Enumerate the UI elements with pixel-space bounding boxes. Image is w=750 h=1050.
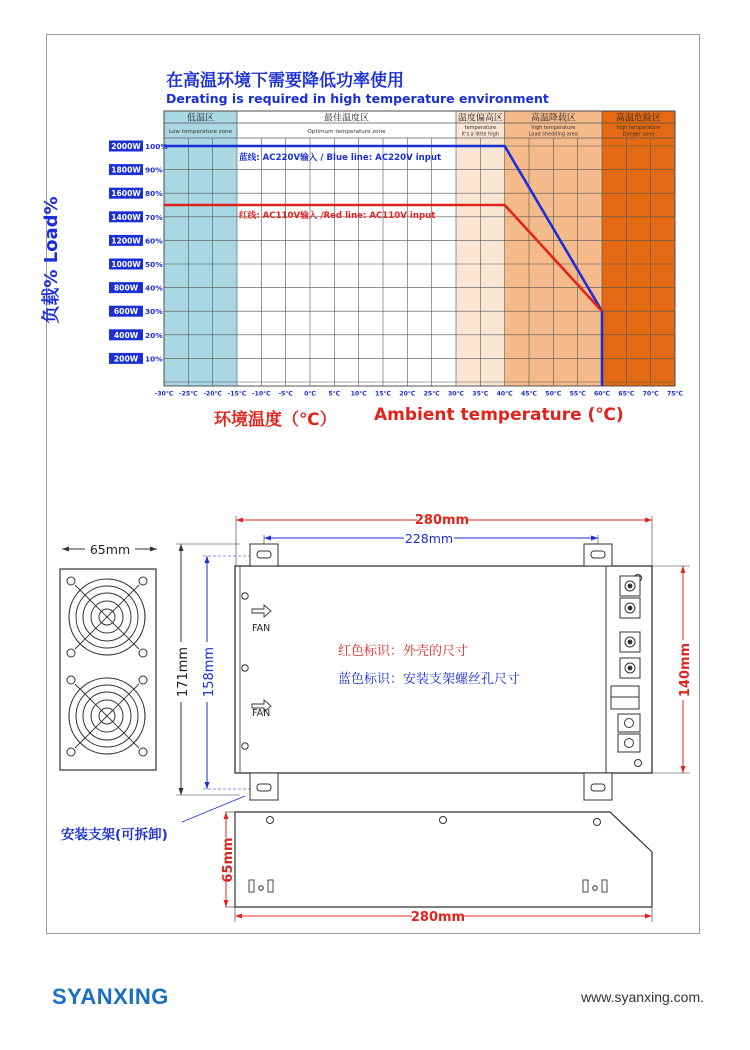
x-tick-label: -20℃	[203, 390, 223, 398]
zone-band	[602, 111, 675, 386]
mount-slot	[257, 784, 271, 791]
fan-screw-icon	[67, 676, 75, 684]
terminal-screw	[625, 719, 634, 728]
arrow-head	[179, 788, 184, 795]
bracket-label: 安装支架(可拆卸)	[61, 827, 168, 843]
x-tick-label: 55℃	[569, 390, 586, 398]
screw-icon	[242, 743, 248, 749]
arrow-head	[645, 914, 652, 919]
arrow-head	[236, 518, 243, 523]
arrow-head	[681, 566, 686, 573]
chart-subtitle: Derating is required in high temperature environment	[166, 91, 549, 106]
x-tick-label: -30℃	[154, 390, 174, 398]
zone-label-en: Low temperature zone	[168, 129, 233, 135]
mount-slot	[591, 551, 605, 558]
y-tick-load: 400W	[113, 330, 139, 340]
y-tick-percent: 60%	[145, 236, 163, 246]
series-label: 蓝线: AC220V输入 / Blue line: AC220V input	[239, 153, 442, 163]
arrow-head	[681, 766, 686, 773]
dim-bracket-height-label: 65mm	[221, 837, 236, 883]
x-tick-label: 5℃	[328, 390, 341, 398]
y-tick-percent: 10%	[145, 354, 163, 364]
y-tick-load: 1800W	[111, 165, 141, 175]
x-tick-label: 30℃	[447, 390, 465, 398]
dim-height-outer-label: 171mm	[176, 646, 191, 698]
dim-bracket-length-label: 280mm	[410, 910, 466, 925]
dim-height-inner-label: 158mm	[202, 646, 217, 698]
x-tick-label: 40℃	[496, 390, 513, 398]
arrow-head	[591, 536, 598, 541]
derating-chart	[46, 64, 700, 424]
dimension-drawing	[46, 505, 700, 935]
arrow-head	[645, 518, 652, 523]
x-axis-label-cn: 环境温度（℃）	[214, 410, 337, 430]
fan-screw-icon	[139, 676, 147, 684]
bracket-slot	[602, 880, 607, 892]
bracket-slot	[583, 880, 588, 892]
website-link[interactable]: www.syanxing.com.	[581, 989, 704, 1005]
zone-label-cn: 高温降载区	[530, 113, 576, 124]
y-tick-load: 200W	[113, 354, 139, 364]
socket-pin	[628, 640, 633, 645]
switch-block	[611, 686, 639, 698]
screw-icon	[242, 665, 248, 671]
y-tick-load: 1200W	[111, 236, 141, 246]
series-label: 红线: AC110V输入 /Red line: AC110V input	[239, 211, 436, 221]
y-tick-percent: 20%	[145, 330, 163, 340]
fan-label: FAN	[252, 708, 271, 719]
y-tick-load: 1400W	[111, 212, 141, 222]
screw-icon	[267, 817, 274, 824]
bracket-slot	[268, 880, 273, 892]
y-tick-load: 1600W	[111, 189, 141, 199]
mount-slot	[257, 551, 271, 558]
fan-screw-icon	[67, 649, 75, 657]
screw-icon	[635, 760, 642, 767]
bracket-hole	[259, 886, 264, 891]
x-tick-label: -10℃	[251, 390, 271, 398]
fan-screw-icon	[139, 649, 147, 657]
screw-icon	[594, 819, 601, 826]
x-tick-label: 70℃	[642, 390, 659, 398]
arrow-head	[205, 782, 210, 789]
fan-screw-icon	[67, 748, 75, 756]
dim-top-outer-label: 280mm	[414, 513, 470, 528]
x-tick-label: 25℃	[423, 390, 440, 398]
zone-label-cn: 最佳温度区	[323, 113, 370, 124]
zone-label-en: Danger zone	[622, 131, 655, 138]
zone-label-cn: 低温区	[186, 113, 215, 124]
arrow-head	[150, 547, 157, 552]
x-tick-label: 0℃	[304, 390, 316, 398]
fan-screw-icon	[139, 748, 147, 756]
x-tick-label: 20℃	[399, 390, 416, 398]
x-axis-label-en: Ambient temperature (℃)	[374, 405, 624, 425]
zone-label-en: high temperature	[531, 125, 576, 131]
switch-block	[611, 697, 639, 709]
zone-label-en: Optimum temperature zone	[307, 129, 386, 135]
arrow-head	[264, 536, 271, 541]
y-tick-percent: 70%	[145, 212, 163, 222]
terminal-screw	[625, 739, 634, 748]
dim-fan-width-label: 65mm	[89, 542, 131, 557]
red-note: 红色标识：外壳的尺寸	[338, 644, 469, 659]
screw-icon	[242, 593, 248, 599]
y-axis-label: 负载% Load%	[41, 196, 62, 324]
x-tick-label: -5℃	[278, 390, 293, 398]
y-tick-percent: 80%	[145, 189, 163, 199]
zone-label-en: high temperature	[616, 125, 661, 131]
zone-label-en: Load shedding area	[528, 131, 578, 138]
socket-pin	[628, 606, 633, 611]
bracket-slot	[249, 880, 254, 892]
dim-body-height-label: 140mm	[678, 642, 693, 698]
arrow-head	[224, 900, 229, 907]
bracket-hole	[593, 886, 598, 891]
y-tick-percent: 100%	[145, 142, 168, 151]
y-tick-load: 1000W	[111, 260, 141, 269]
x-tick-label: 10℃	[350, 390, 367, 398]
fan-screw-icon	[67, 577, 75, 585]
arrow-head	[235, 914, 242, 919]
arrow-head	[205, 556, 210, 563]
chart-title: 在高温环境下需要降低功率使用	[166, 71, 404, 91]
zone-label-cn: 温度偏高区	[457, 113, 503, 124]
arrow-head	[179, 544, 184, 551]
x-tick-label: 50℃	[545, 390, 562, 398]
fan-label: FAN	[252, 623, 271, 634]
brand-logo-text: SYANXING	[52, 984, 169, 1009]
x-tick-label: -15℃	[227, 390, 247, 398]
x-tick-label: 15℃	[374, 390, 392, 398]
x-tick-label: 60℃	[593, 390, 611, 398]
y-tick-load: 2000W	[111, 142, 141, 151]
y-tick-percent: 90%	[145, 165, 163, 175]
socket-pin	[628, 666, 633, 671]
zone-label-en: temperature	[464, 125, 497, 131]
y-tick-load: 800W	[113, 283, 139, 293]
dim-top-inner-label: 228mm	[404, 531, 454, 546]
y-tick-percent: 30%	[145, 307, 163, 317]
arrow-head	[62, 547, 69, 552]
arrow-head	[224, 812, 229, 819]
zone-label-cn: 高温危险区	[615, 113, 662, 124]
x-tick-label: -25℃	[178, 390, 198, 398]
socket-pin	[628, 584, 633, 589]
y-tick-load: 600W	[113, 307, 139, 317]
x-tick-label: 75℃	[666, 390, 684, 398]
blue-note: 蓝色标识：安装支架螺丝孔尺寸	[338, 672, 521, 687]
y-tick-percent: 50%	[145, 260, 163, 269]
x-tick-label: 35℃	[472, 390, 489, 398]
x-tick-label: 65℃	[618, 390, 635, 398]
zone-band	[164, 111, 237, 386]
y-tick-percent: 40%	[145, 283, 163, 293]
x-tick-label: 45℃	[520, 390, 538, 398]
mount-bracket	[235, 812, 652, 907]
fan-screw-icon	[139, 577, 147, 585]
mount-slot	[591, 784, 605, 791]
zone-label-en: It's a little high	[461, 131, 499, 138]
screw-icon	[440, 817, 447, 824]
